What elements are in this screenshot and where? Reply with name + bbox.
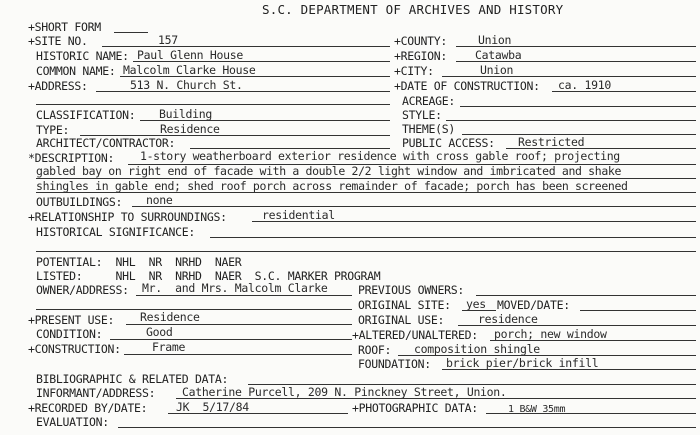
original-use-line <box>458 325 696 326</box>
outbuildings-line <box>132 206 696 207</box>
description-line-3: shingles in gable end; shed roof porch across remainder of facade; porch has been screened <box>36 179 628 193</box>
present-use-value: Residence <box>140 310 200 324</box>
region-value: Catawba <box>475 48 522 62</box>
original-site-value: yes <box>466 297 486 311</box>
address-value: 513 N. Church St. <box>130 78 243 92</box>
common-name-label: COMMON NAME: <box>36 64 116 78</box>
style-label: STYLE: <box>402 108 442 122</box>
evaluation-label: EVALUATION: <box>36 415 109 429</box>
short-form-line <box>114 32 148 33</box>
photographic-data-line <box>486 413 696 414</box>
outbuildings-label: OUTBUILDINGS: <box>36 195 123 209</box>
relationship-label: +RELATIONSHIP TO SURROUNDINGS: <box>28 210 227 224</box>
construction-value: Frame <box>152 340 186 354</box>
recorded-by-label: +RECORDED BY/DATE: <box>28 401 148 415</box>
roof-value: composition shingle <box>414 342 540 356</box>
owner-address-label: OWNER/ADDRESS: <box>36 283 129 297</box>
county-label: +COUNTY: <box>394 34 447 48</box>
original-use-label: ORIGINAL USE: <box>358 313 445 327</box>
type-value: Residence <box>160 122 220 136</box>
address-line <box>96 91 390 92</box>
relationship-line <box>252 221 696 222</box>
relationship-value: residential <box>262 208 335 222</box>
historical-significance-line <box>210 237 696 238</box>
construction-label: +CONSTRUCTION: <box>28 342 121 356</box>
construction-line <box>124 354 352 355</box>
altered-line <box>490 340 696 341</box>
original-site-line <box>462 310 496 311</box>
photographic-data-label: +PHOTOGRAPHIC DATA: <box>352 401 478 415</box>
altered-label: +ALTERED/UNALTERED: <box>352 328 478 342</box>
description-label: *DESCRIPTION: <box>28 151 115 165</box>
city-line <box>442 76 696 77</box>
common-name-line <box>120 76 390 77</box>
historic-name-line <box>133 61 390 62</box>
recorded-by-value: JK 5/17/84 <box>176 400 249 414</box>
region-line <box>456 61 696 62</box>
date-construction-label: +DATE OF CONSTRUCTION: <box>394 79 540 93</box>
form-title: S.C. DEPARTMENT OF ARCHIVES AND HISTORY <box>262 2 564 17</box>
informant-line <box>176 398 696 399</box>
date-construction-line <box>552 91 696 92</box>
bibliographic-label: BIBLIOGRAPHIC & RELATED DATA: <box>36 372 229 386</box>
classification-value: Building <box>159 107 212 121</box>
description-line-1: 1-story weatherboard exterior residence with cross gable roof; projecting <box>140 149 620 163</box>
address-line-2 <box>36 104 390 105</box>
evaluation-line <box>118 427 696 428</box>
informant-label: INFORMANT/ADDRESS: <box>36 386 156 400</box>
foundation-value: brick pier/brick infill <box>446 356 599 370</box>
style-line <box>446 120 696 121</box>
public-access-value: Restricted <box>518 135 585 149</box>
classification-line <box>140 120 390 121</box>
architect-label: ARCHITECT/CONTRACTOR: <box>36 136 176 150</box>
moved-date-label: MOVED/DATE: <box>497 298 570 312</box>
classification-label: CLASSIFICATION: <box>36 108 136 122</box>
acreage-label: ACREAGE: <box>402 94 455 108</box>
historical-significance-label: HISTORICAL SIGNIFICANCE: <box>36 225 195 239</box>
theme-label: THEME(S) <box>402 122 455 136</box>
potential-label: POTENTIAL: NHL NR NRHD NAER <box>36 255 242 269</box>
acreage-line <box>460 106 696 107</box>
short-form-label: +SHORT FORM <box>28 20 101 34</box>
city-label: +CITY: <box>394 64 434 78</box>
owner-address-line <box>136 295 352 296</box>
roof-label: ROOF: <box>358 343 392 357</box>
description-line-2: gabled bay on right end of facade with a double 2/2 light window and imbricated and shake <box>36 164 622 178</box>
listed-label: LISTED: NHL NR NRHD NAER S.C. MARKER PROGRAM <box>36 269 381 283</box>
date-construction-value: ca. 1910 <box>558 78 611 92</box>
site-no-label: +SITE NO. <box>28 34 88 48</box>
type-label: TYPE: <box>36 123 70 137</box>
county-value: Union <box>478 33 512 47</box>
previous-owners-label: PREVIOUS OWNERS: <box>358 283 464 297</box>
region-label: +REGION: <box>394 49 447 63</box>
present-use-label: +PRESENT USE: <box>28 313 115 327</box>
foundation-line <box>442 369 696 370</box>
public-access-label: PUBLIC ACCESS: <box>402 136 495 150</box>
owner-address-value: Mr. and Mrs. Malcolm Clarke <box>142 281 328 295</box>
county-line <box>456 46 696 47</box>
previous-owners-line <box>476 295 696 296</box>
original-site-label: ORIGINAL SITE: <box>358 298 451 312</box>
informant-value: Catherine Purcell, 209 N. Pinckney Street, Union. <box>182 385 507 399</box>
condition-value: Good <box>146 325 173 339</box>
altered-value: porch; new window <box>494 327 607 341</box>
moved-date-line <box>580 310 696 311</box>
outbuildings-value: none <box>146 193 173 207</box>
common-name-value: Malcolm Clarke House <box>123 63 256 77</box>
photographic-data-value: 1 B&W 35mm <box>508 404 566 415</box>
foundation-label: FOUNDATION: <box>358 357 431 371</box>
site-no-value: 157 <box>158 33 178 47</box>
city-value: Union <box>480 63 514 77</box>
site-no-line <box>102 46 390 47</box>
historical-significance-line-2 <box>36 251 696 252</box>
recorded-by-line <box>168 413 348 414</box>
condition-label: CONDITION: <box>36 327 103 341</box>
historic-name-label: HISTORIC NAME: <box>36 49 129 63</box>
description-rule-3 <box>36 192 696 193</box>
original-use-value: residence <box>478 312 538 326</box>
historic-name-value: Paul Glenn House <box>137 48 243 62</box>
condition-line <box>110 339 352 340</box>
address-label: +ADDRESS: <box>28 79 88 93</box>
